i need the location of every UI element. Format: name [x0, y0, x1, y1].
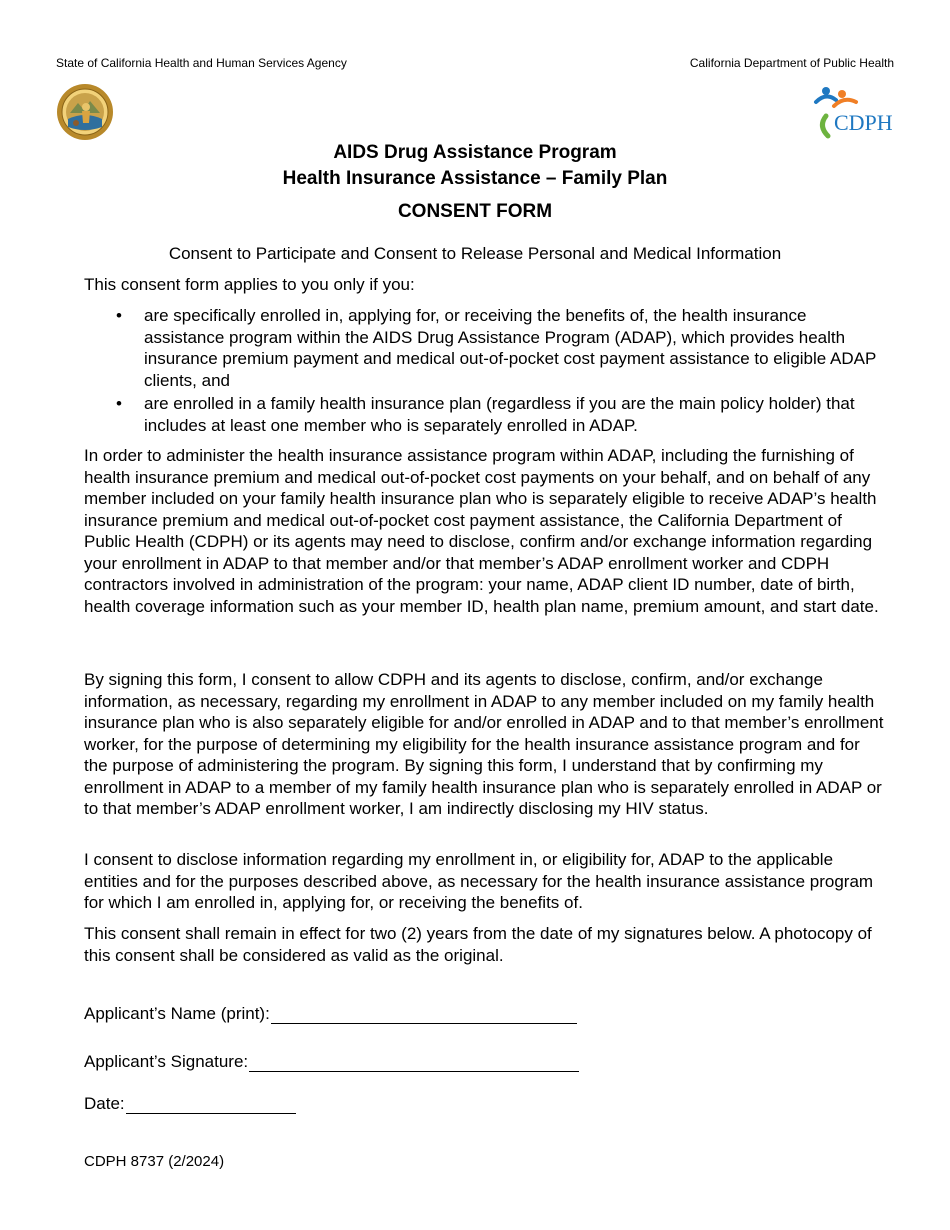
applicant-signature-label: Applicant’s Signature:: [84, 1052, 249, 1071]
list-item: [84, 393, 884, 436]
program-title: AIDS Drug Assistance Program: [333, 142, 617, 163]
form-number: CDPH 8737 (2/2024): [84, 1153, 225, 1170]
paragraph-signing-consent: By signing this form, I consent to allow CDPH and its agents to disclose, confirm, and/or exchange information, as necessary, regarding my enrollment in ADAP to any member included on my family health insurance plan who is also separately eligible for and/or enrolled in ADAP and to that member’s enrollment worker, for the purpose of determining my eligibility for the health insurance assistance program and for the purpose of administering the program. By signing this form, I understand that by confirming my enrollment in ADAP to a member of my family health insurance plan who is separately enrolled in ADAP or to that member’s ADAP enrollment worker, I am indirectly disclosing my HIV status.: [84, 670, 884, 818]
applicant-name-field: [84, 1003, 577, 1024]
plan-title: Health Insurance Assistance – Family Plan: [282, 168, 668, 189]
date-field: [84, 1093, 296, 1114]
list-item: [84, 305, 884, 391]
form-title: CONSENT FORM: [397, 201, 553, 222]
department-name: California Department of Public Health: [689, 56, 894, 70]
paragraph-disclosure: I consent to disclose information regarding my enrollment in, or eligibility for, ADAP to the applicable entities and for the purposes described above, as necessary for the health insurance assistance program for which I am enrolled in, applying for, or receiving the benefits of.: [84, 850, 874, 912]
eligibility-list: [84, 305, 884, 438]
intro-text: This consent form applies to you only if you:: [84, 275, 415, 294]
bullet-icon: •: [116, 394, 122, 413]
paragraph-validity: This consent shall remain in effect for two (2) years from the date of my signatures below. A photocopy of this consent shall be considered as valid as the original.: [84, 924, 872, 965]
date-input[interactable]: [126, 1095, 296, 1114]
applicant-signature-input[interactable]: [249, 1053, 579, 1072]
california-seal-icon: [56, 83, 114, 141]
bullet-icon: •: [116, 306, 122, 325]
cdph-logo: [812, 82, 898, 140]
agency-name: State of California Health and Human Services Agency: [56, 56, 347, 70]
list-item-text: are specifically enrolled in, applying for, or receiving the benefits of, the health insurance assistance program within the AIDS Drug Assistance Program (ADAP), which provides health insurance premium payment and medical out-of-pocket cost payment assistance to eligible ADAP clients, and: [144, 306, 877, 390]
list-item-text: are enrolled in a family health insurance plan (regardless if you are the main policy holder) that includes at least one member who is separately enrolled in ADAP.: [144, 394, 855, 435]
applicant-name-input[interactable]: [271, 1005, 577, 1024]
applicant-signature-field: [84, 1051, 579, 1072]
applicant-name-label: Applicant’s Name (print):: [84, 1004, 270, 1023]
date-label: Date:: [84, 1094, 125, 1113]
form-subtitle: Consent to Participate and Consent to Release Personal and Medical Information: [168, 244, 782, 263]
paragraph-administration: In order to administer the health insurance assistance program within ADAP, including the furnishing of health insurance premium and medical out-of-pocket cost payments on your behalf, and on behalf of any member included on your family health insurance plan who is separately eligible to receive ADAP’s health insurance premium and medical out-of-pocket cost payment assistance, the California Department of Public Health (CDPH) or its agents may need to disclose, confirm and/or exchange information regarding your enrollment in ADAP to that member and/or that member’s ADAP enrollment worker and CDPH contractors involved in administration of the program: your name, ADAP client ID number, date of birth, health coverage information such as your member ID, health plan name, premium amount, and start date.: [84, 446, 879, 616]
cdph-logo-text: CDPH: [834, 110, 893, 135]
